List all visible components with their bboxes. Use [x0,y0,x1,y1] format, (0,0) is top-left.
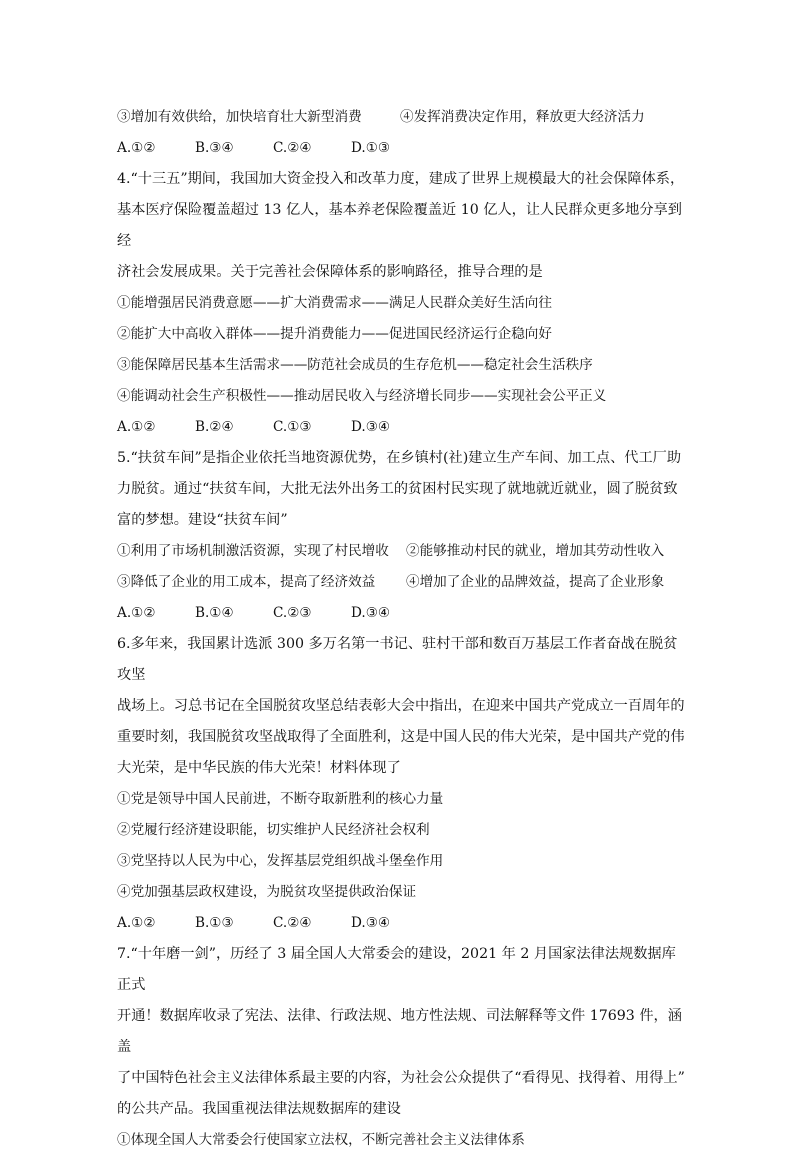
q4-option-2: ②能扩大中高收入群体——提升消费能力——促进国民经济运行企稳向好 [117,326,552,342]
q6-choice-c: C.②④ [273,915,312,931]
q7-stem-line: 了中国特色社会主义法律体系最主要的内容，为社会公众提供了“看得见、找得着、用得上” [117,1070,685,1086]
q3-options-row [117,102,685,133]
q7-stem-line: 的公共产品。我国重视法律法规数据库的建设 [117,1101,401,1117]
q3-choice-c: C.②④ [273,140,312,156]
q5-option-4: ④增加了企业的品牌效益，提高了企业形象 [406,574,665,590]
q5-option-1: ①利用了市场机制激活资源，实现了村民增收 [117,543,389,559]
q6-stem-line: 大光荣，是中华民族的伟大光荣！材料体现了 [117,760,401,776]
q7-option-1: ①体现全国人大常委会行使国家立法权，不断完善社会主义法律体系 [117,1132,525,1148]
q5-option-2: ②能够推动村民的就业，增加其劳动性收入 [406,543,665,559]
q4-stem-line: 4.“十三五”期间，我国加大资金投入和改革力度，建成了世界上规模最大的社会保障体系， [117,171,685,187]
q4-choice-a: A.①② [117,419,156,435]
q4-option-4: ④能调动社会生产积极性——推动居民收入与经济增长同步——实现社会公平正义 [117,388,607,404]
q6-option-2: ②党履行经济建设职能，切实维护人民经济社会权利 [117,822,430,838]
q3-option-4: ④发挥消费决定作用，释放更大经济活力 [400,109,645,125]
q3-choices [117,133,685,164]
q5-stem-line: 力脱贫。通过“扶贫车间，大批无法外出务工的贫困村民实现了就地就近就业，圆了脱贫致 [117,481,678,497]
q6-stem-line: 战场上。习总书记在全国脱贫攻坚总结表彰大会中指出，在迎来中国共产党成立一百周年的 [117,698,685,714]
q6-stem [117,629,685,784]
q7-stem [117,939,685,1125]
q4-choices [117,412,685,443]
q4-stem-line: 济社会发展成果。关于完善社会保障体系的影响路径，推导合理的是 [117,264,543,280]
q5-option-3: ③降低了企业的用工成本，提高了经济效益 [117,574,376,590]
q4-stem-line: 基本医疗保险覆盖超过 13 亿人，基本养老保险覆盖近 10 亿人，让人民群众更多地分享到经 [117,202,682,249]
q4-option-1: ①能增强居民消费意愿——扩大消费需求——满足人民群众美好生活向往 [117,295,552,311]
q5-choices [117,598,685,629]
q6-option-4: ④党加强基层政权建设，为脱贫攻坚提供政治保证 [117,884,417,900]
q5-choice-a: A.①② [117,605,156,621]
q5-options-row-1 [117,536,685,567]
q7-stem-line: 7.“十年磨一剑”，历经了 3 届全国人大常委会的建设，2021 年 2 月国家法律法规数据库正式 [117,946,676,993]
q5-stem [117,443,685,536]
q6-choice-b: B.①③ [195,915,234,931]
q5-stem-line: 5.“扶贫车间”是指企业依托当地资源优势，在乡镇村(社)建立生产车间、加工点、代工厂助 [117,450,682,466]
q6-option-1: ①党是领导中国人民前进，不断夺取新胜利的核心力量 [117,791,444,807]
q5-choice-d: D.③④ [351,605,391,621]
q6-choices [117,908,685,939]
q6-option-3: ③党坚持以人民为中心，发挥基层党组织战斗堡垒作用 [117,853,444,869]
q4-choice-c: C.①③ [273,419,312,435]
q5-choice-b: B.①④ [195,605,234,621]
q4-option-3: ③能保障居民基本生活需求——防范社会成员的生存危机——稳定社会生活秩序 [117,357,593,373]
q6-stem-line: 重要时刻，我国脱贫攻坚战取得了全面胜利，这是中国人民的伟大光荣，是中国共产党的伟 [117,729,685,745]
q4-choice-d: D.③④ [351,419,391,435]
q4-choice-b: B.②④ [195,419,234,435]
q6-choice-a: A.①② [117,915,156,931]
exam-page [117,102,685,1156]
q7-stem-line: 开通！数据库收录了宪法、法律、行政法规、地方性法规、司法解释等文件 17693 件，涵盖 [117,1008,682,1055]
q3-option-3: ③增加有效供给，加快培育壮大新型消费 [117,109,362,125]
q4-stem [117,164,685,288]
q6-stem-line: 6.多年来，我国累计选派 300 多万名第一书记、驻村干部和数百万基层工作者奋战在脱贫攻坚 [117,636,678,683]
q3-choice-d: D.①③ [351,140,391,156]
q5-stem-line: 富的梦想。建设“扶贫车间” [117,512,288,528]
q3-choice-b: B.③④ [195,140,234,156]
q5-options-row-2 [117,567,685,598]
q3-choice-a: A.①② [117,140,156,156]
q6-choice-d: D.③④ [351,915,391,931]
q5-choice-c: C.②③ [273,605,312,621]
